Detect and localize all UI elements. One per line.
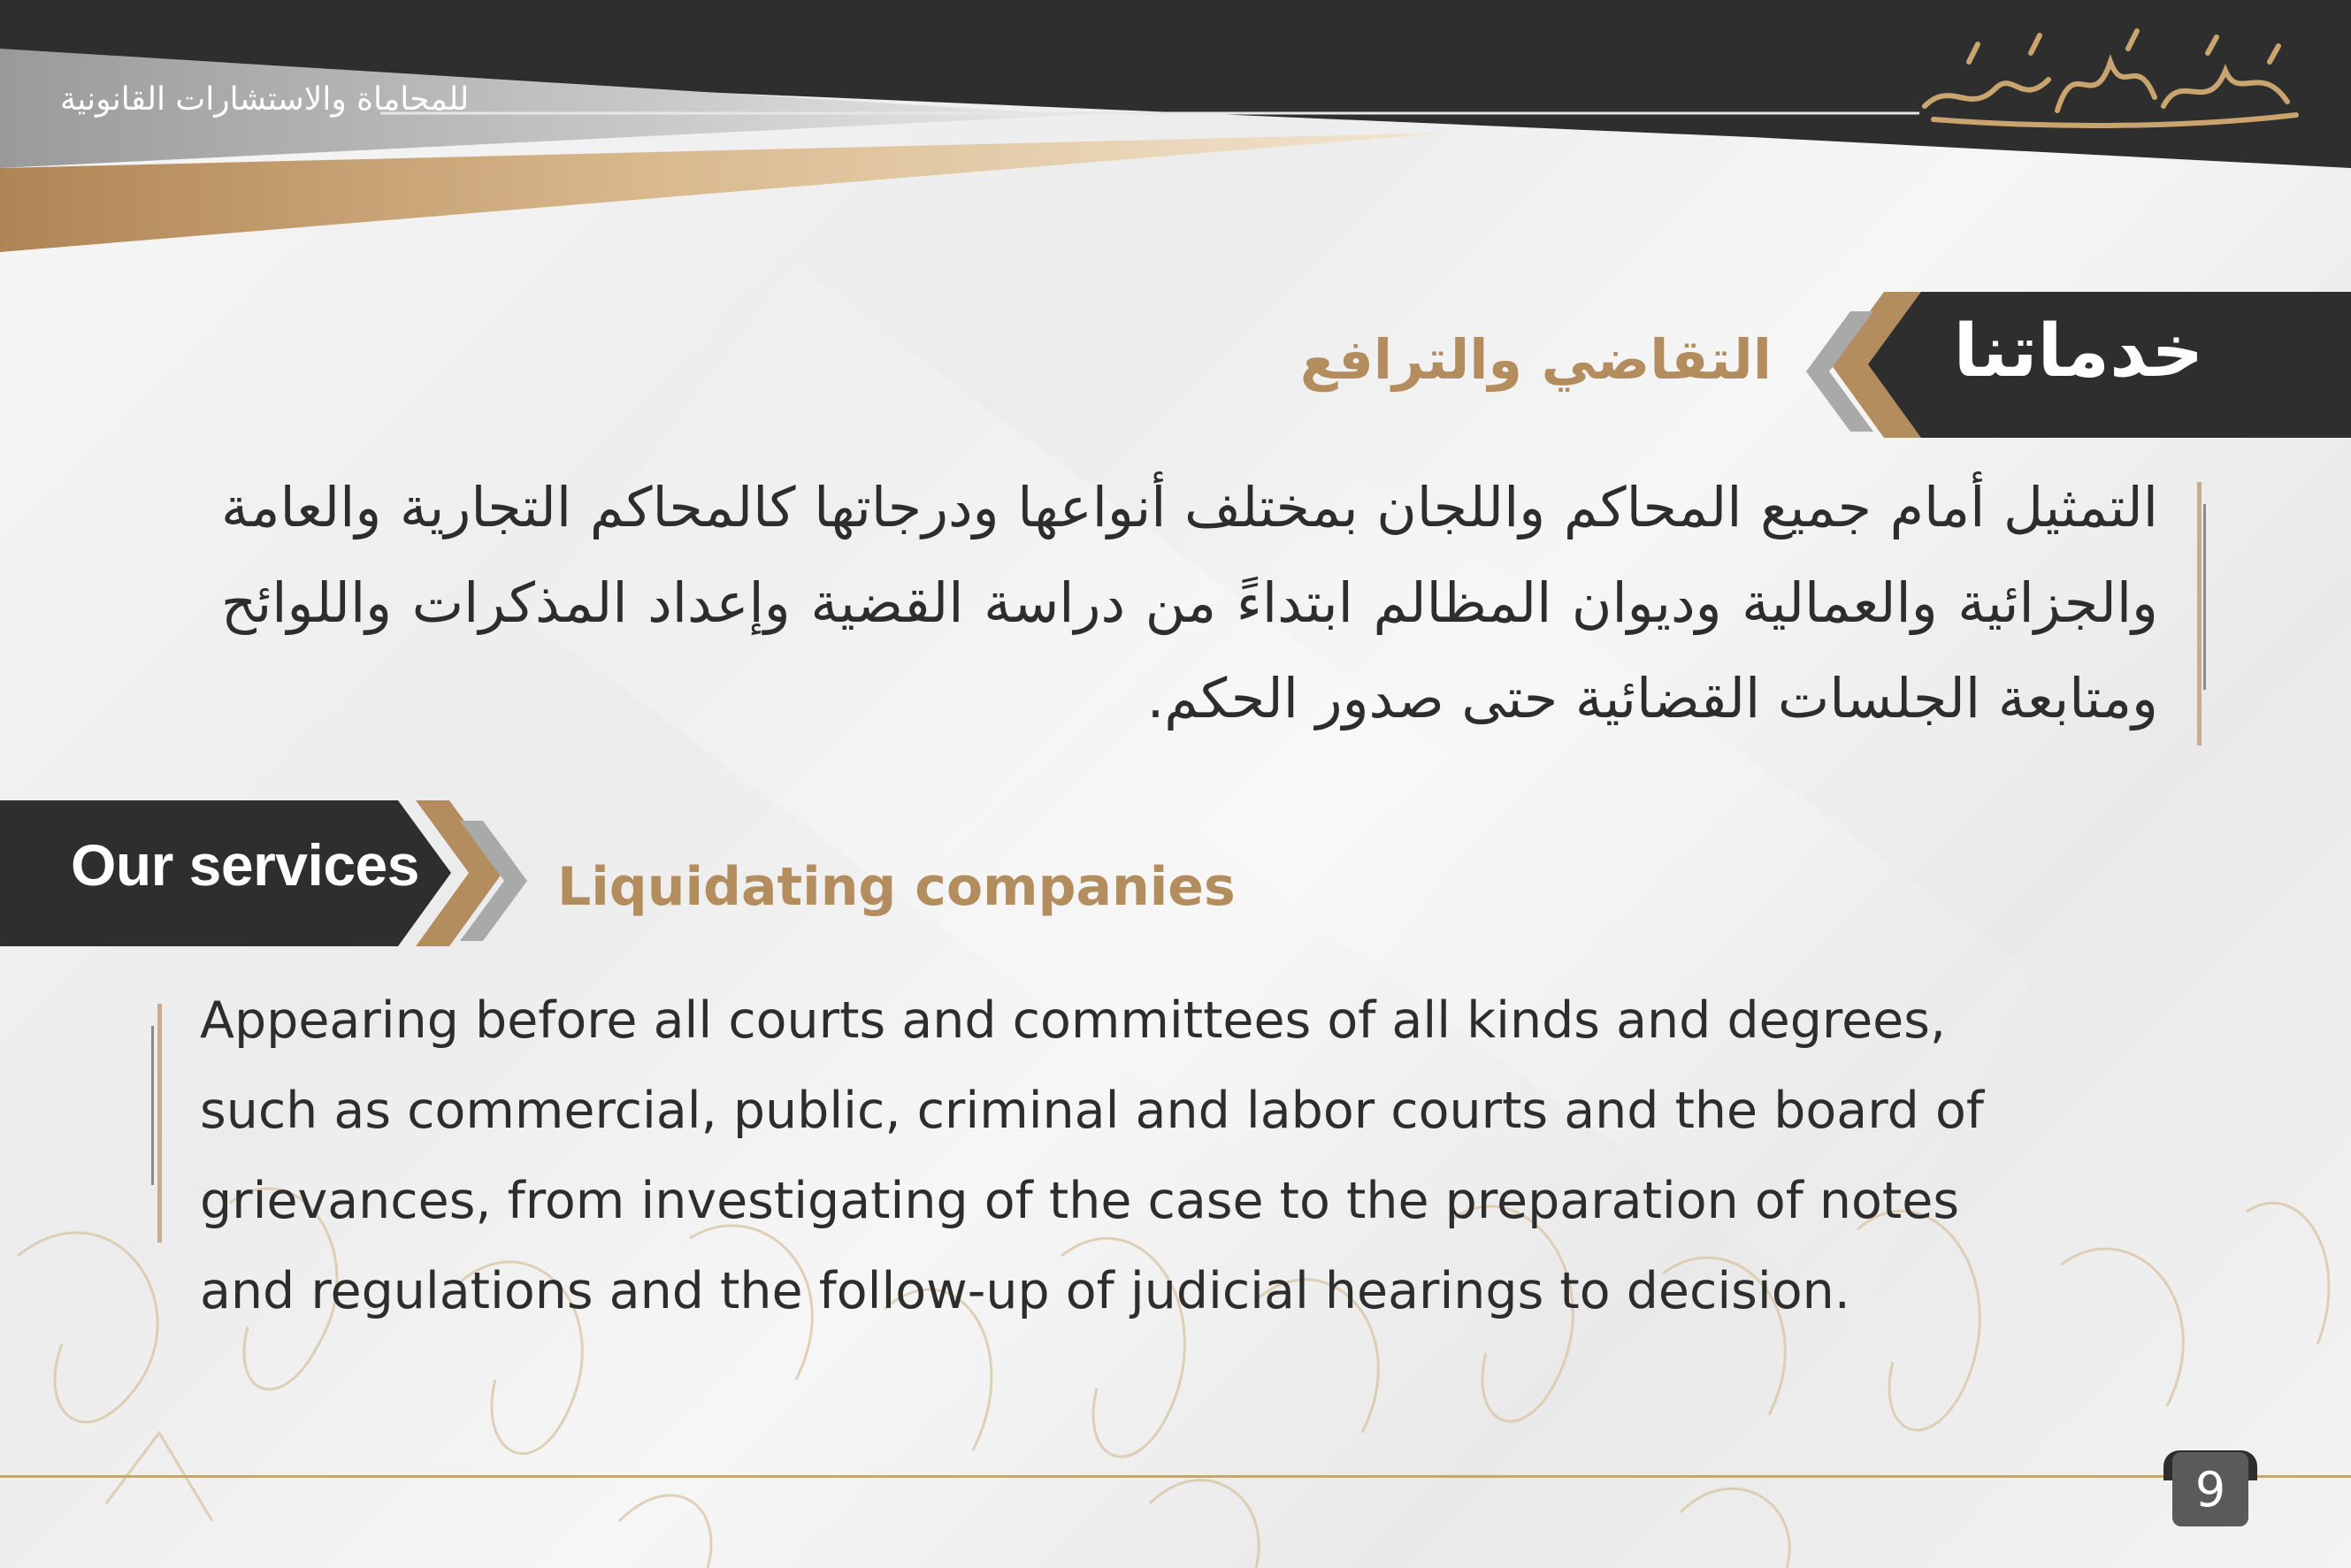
header-tagline: للمحاماة والاستشارات القانونية [60, 81, 470, 118]
english-service-description: Appearing before all courts and committees of all kinds and degrees, such as commercial, public, criminal and labor courts and the board of grievances, from investigating of the case to the preparation of notes and regulations and the follow-up of judicial hearings to decision. [200, 991, 1984, 1320]
english-section-tab: Our services [71, 832, 419, 898]
english-service-heading: Liquidating companies [557, 856, 1236, 918]
company-logo [1916, 27, 2305, 133]
arabic-section-tab: خدماتنا [1953, 310, 2204, 394]
page-number: 9 [2172, 1452, 2248, 1526]
arabic-side-rule-inner [2203, 504, 2206, 690]
footer-rule [0, 1475, 2351, 1478]
english-side-rule [157, 1004, 162, 1243]
arabic-service-description: التمثيل أمام جميع المحاكم واللجان بمختلف أنواعها ودرجاتها كالمحاكم التجارية والعامة والجزائية والعمالية وديوان المظالم ابتداءً من دراسة القضية وإعداد المذكرات واللوائح ومتابعة الجلسات القضائية حتى صدور الحكم. [221, 475, 2158, 730]
arabic-service-heading: التقاضي والترافع [1299, 327, 1772, 392]
arabic-side-rule [2197, 482, 2202, 746]
english-side-rule-inner [151, 1026, 154, 1185]
